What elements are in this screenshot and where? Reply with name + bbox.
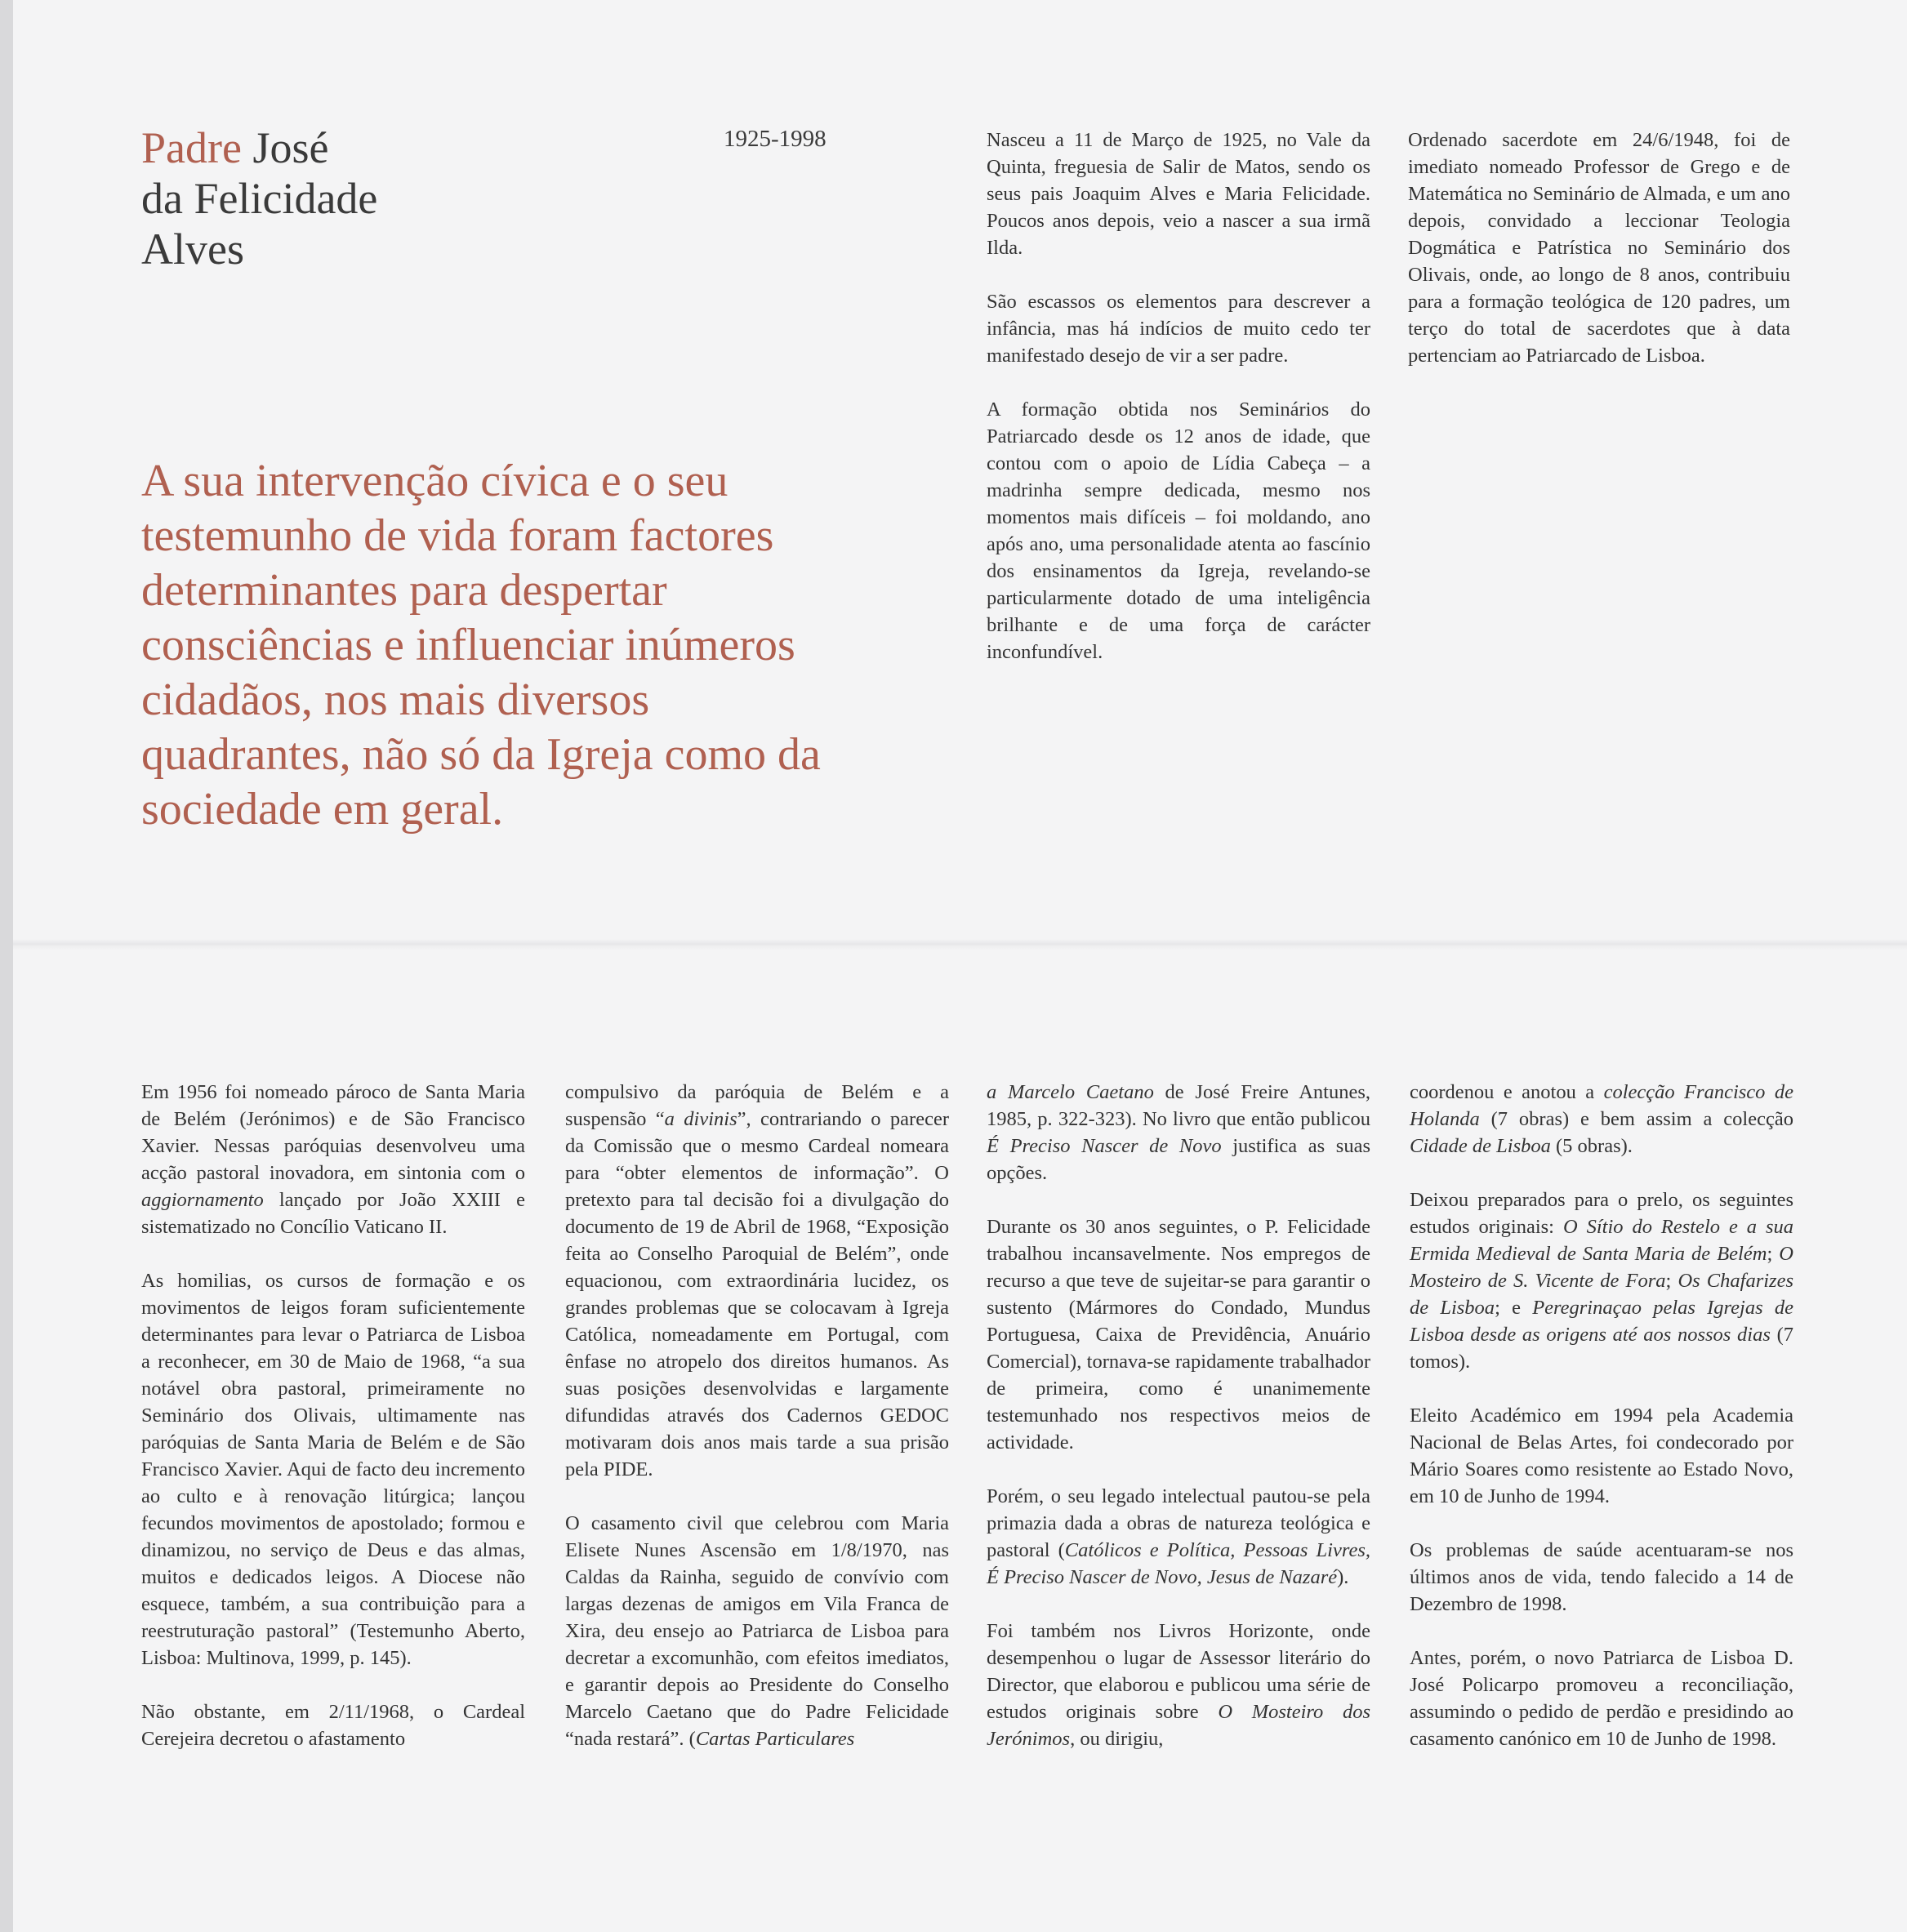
paragraph: Antes, porém, o novo Patriarca de Lisboa D. José Policarpo promoveu a reconciliação, assumindo o pedido de perdão e presidindo ao casamento canónico em 10 de Junho de 1998.: [1410, 1647, 1793, 1750]
paragraph: Porém, o seu legado intelectual pautou-se pela primazia dada a obras de natureza teológica e pastoral (Católicos e Política, Pessoas Livres, É Preciso Nascer de Novo, Jesus de Nazaré).: [987, 1485, 1370, 1588]
title-line-2: da Felicidade: [141, 174, 378, 223]
paragraph: Foi também nos Livros Horizonte, onde desempenhou o lugar de Assessor literário do Director, que elaborou e publicou uma série de estudos originais sobre O Mosteiro dos Jerónimos, ou dirigiu,: [987, 1620, 1370, 1750]
top-column-2: [1408, 127, 1790, 396]
paragraph: coordenou e anotou a colecção Francisco de Holanda (7 obras) e bem assim a colecção Cidade de Lisboa (5 obras).: [1410, 1081, 1793, 1157]
paragraph: Durante os 30 anos seguintes, o P. Felicidade trabalhou incansavelmente. Nos empregos de recurso a que teve de sujeitar-se para garantir o sustento (Mármores do Condado, Mundus Portuguesa, Caixa de Previdência, Anuário Comercial), tornava-se rapidamente trabalhador de primeira, como é unanimemente testemunhado nos respectivos meios de actividade.: [987, 1216, 1370, 1453]
paragraph: São escassos os elementos para descrever a infância, mas há indícios de muito cedo ter manifestado desejo de vir a ser padre.: [987, 291, 1370, 367]
paragraph: As homilias, os cursos de formação e os movimentos de leigos foram suficientemente determinantes para levar o Patriarca de Lisboa a reconhecer, em 30 de Maio de 1968, “a sua notável obra pastoral, primeiramente no Seminário dos Olivais, ultimamente nas paróquias de Santa Maria de Belém e de São Francisco Xavier. Aqui de facto deu incremento ao culto e à renovação litúrgica; lançou fecundos movimentos de apostolado; formou e dinamizou, no serviço de Deus e das almas, muitos e dedicados leigos. A Diocese não esquece, também, a sua contribuição para a reestruturação pastoral” (Testemunho Aberto, Lisboa: Multinova, 1999, p. 145).: [141, 1270, 525, 1669]
bottom-column-1: [141, 1079, 525, 1779]
paragraph: a Marcelo Caetano de José Freire Antunes, 1985, p. 322-323). No livro que então publicou É Preciso Nascer de Novo justifica as suas opções.: [987, 1081, 1370, 1184]
bottom-column-3: [987, 1079, 1370, 1779]
bottom-column-4: [1410, 1079, 1793, 1779]
paragraph: Nasceu a 11 de Março de 1925, no Vale da Quinta, freguesia de Salir de Matos, sendo os seus pais Joaquim Alves e Maria Felicidade. Poucos anos depois, veio a nascer a sua irmã Ilda.: [987, 129, 1370, 259]
pull-quote: A sua intervenção cívica e o seu testemunho de vida foram factores determinantes para despertar consciências e influenciar inúmeros cidadãos, nos mais diversos quadrantes, não só da Igreja como da sociedade em geral.: [141, 456, 821, 835]
paragraph: Eleito Académico em 1994 pela Academia Nacional de Belas Artes, foi condecorado por Mário Soares como resistente ao Estado Novo, em 10 de Junho de 1994.: [1410, 1404, 1793, 1507]
paragraph: O casamento civil que celebrou com Maria Elisete Nunes Ascensão em 1/8/1970, nas Caldas da Rainha, seguido de convívio com largas dezenas de amigos em Vila Franca de Xira, deu ensejo ao Patriarca de Lisboa para decretar a excomunhão, com efeitos imediatos, e garantir depois ao Presidente do Conselho Marcelo Caetano que do Padre Felicidade “nada restará”. (Cartas Particulares: [565, 1512, 949, 1750]
scan-edge: [0, 0, 13, 1932]
paragraph: compulsivo da paróquia de Belém e a suspensão “a divinis”, contrariando o parecer da Comissão que o mesmo Cardeal nomeara para “obter elementos de informação”. O pretexto para tal decisão foi a divulgação do documento de 19 de Abril de 1968, “Exposição feita ao Conselho Paroquial de Belém”, onde equacionou, com extraordinária lucidez, os grandes problemas que se colocavam à Igreja Católica, nomeadamente em Portugal, com ênfase no atropelo dos direitos humanos. As suas posições desenvolvidas e largamente difundidas através dos Cadernos GEDOC motivaram dois anos mais tarde a sua prisão pela PIDE.: [565, 1081, 949, 1480]
top-column-1: [987, 127, 1370, 692]
bottom-column-2: [565, 1079, 949, 1779]
paragraph: Os problemas de saúde acentuaram-se nos últimos anos de vida, tendo falecido a 14 de Dezembro de 1998.: [1410, 1539, 1793, 1615]
paragraph: Ordenado sacerdote em 24/6/1948, foi de imediato nomeado Professor de Grego e de Matemática no Seminário de Almada, e um ano depois, convidado a leccionar Teologia Dogmática e Patrística no Seminário dos Olivais, onde, ao longo de 8 anos, contribuiu para a formação teológica de 120 padres, um terço do total de sacerdotes que à data pertenciam ao Patriarcado de Lisboa.: [1408, 129, 1790, 367]
paragraph: Deixou preparados para o prelo, os seguintes estudos originais: O Sítio do Restelo e a sua Ermida Medieval de Santa Maria de Belém; O Mosteiro de S. Vicente de Fora; Os Chafarizes de Lisboa; e Peregrinaçao pelas Igrejas de Lisboa desde as origens até aos nossos dias (7 tomos).: [1410, 1189, 1793, 1373]
page-fold: [13, 939, 1907, 950]
paragraph: A formação obtida nos Seminários do Patriarcado desde os 12 anos de idade, que contou com o apoio de Lídia Cabeça – a madrinha sempre dedicada, mesmo nos momentos mais difíceis – foi moldando, ano após ano, uma personalidade atenta ao fascínio dos ensinamentos da Igreja, revelando-se particularmente dotado de uma inteligência brilhante e de uma força de carácter inconfundível.: [987, 398, 1370, 663]
title-accent: Padre: [141, 123, 242, 172]
title-line-1: José: [241, 123, 329, 172]
paragraph: Não obstante, em 2/11/1968, o Cardeal Cerejeira decretou o afastamento: [141, 1701, 525, 1750]
page-title: [141, 122, 599, 274]
life-years: 1925-1998: [724, 126, 827, 152]
paragraph: Em 1956 foi nomeado pároco de Santa Maria de Belém (Jerónimos) e de São Francisco Xavier. Nessas paróquias desenvolveu uma acção pastoral inovadora, em sintonia com o aggiornamento lançado por João XXIII e sistematizado no Concílio Vaticano II.: [141, 1081, 525, 1238]
title-line-3: Alves: [141, 225, 244, 274]
